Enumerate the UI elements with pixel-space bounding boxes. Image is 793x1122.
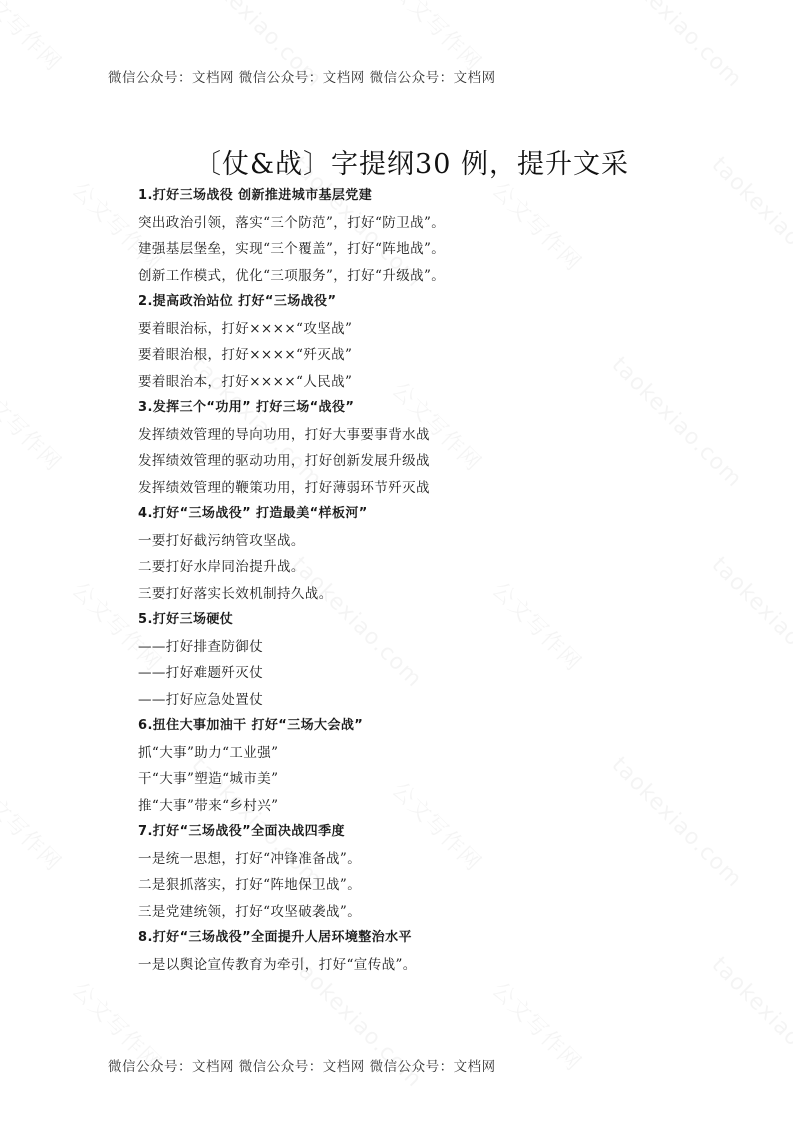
section-heading: 2.提高政治站位 打好“三场战役” [138,294,337,309]
page-header: 微信公众号：文档网 微信公众号：文档网 微信公众号：文档网 [108,70,496,86]
section-heading: 1.打好三场战役 创新推进城市基层党建 [138,188,373,203]
section-heading: 7.打好“三场战役”全面决战四季度 [138,824,345,839]
body-line: 要着眼治标，打好××××“攻坚战” [138,320,353,337]
body-line: 抓“大事”助力“工业强” [138,744,279,761]
body-line: 发挥绩效管理的鞭策功用，打好薄弱环节歼灭战 [138,479,430,496]
section-heading: 5.打好三场硬仗 [138,612,234,627]
body-line: ——打好难题歼灭仗 [138,665,264,681]
body-line: 一是以舆论宣传教育为牵引，打好“宣传战”。 [138,956,417,973]
body-line: 一是统一思想，打好“冲锋准备战”。 [138,850,362,867]
body-line: 二是狠抓落实，打好“阵地保卫战”。 [138,877,362,893]
body-line: 三是党建统领，打好“攻坚破袭战”。 [138,903,362,920]
body-line: 一要打好截污纳管攻坚战。 [138,532,305,549]
body-line: 突出政治引领，落实“三个防范”，打好“防卫战”。 [138,214,446,231]
watermark-text [707,552,793,692]
body-line: 发挥绩效管理的驱动功用，打好创新发展升级战 [138,453,430,469]
body-line: 三要打好落实长效机制持久战。 [138,585,333,602]
section-heading: 6.扭住大事加油干 打好“三场大会战” [138,718,364,733]
watermark-text [607,0,747,93]
section-heading: 4.打好“三场战役” 打造最美“样板河” [138,506,368,521]
watermark-text [0,774,69,877]
body-line: 要着眼治本，打好××××“人民战” [138,373,353,390]
document-title: 〔仗&战〕字提纲30 例，提升文采 [194,149,629,180]
body-line: 发挥绩效管理的导向功用，打好大事要事背水战 [138,426,430,443]
body-line: 创新工作模式，优化“三项服务”，打好“升级战”。 [138,267,446,284]
watermark-text [707,952,793,1092]
section-heading: 3.发挥三个“功用” 打好三场“战役” [138,400,355,415]
body-line: 二要打好水岸同治提升战。 [138,559,305,575]
body-line: 干“大事”塑造“城市美” [138,771,279,787]
body-line: 建强基层堡垒，实现“三个覆盖”，打好“阵地战”。 [138,241,446,257]
watermark-text [486,974,589,1077]
section-heading: 8.打好“三场战役”全面提升人居环境整治水平 [138,930,412,945]
watermark-text [0,374,69,477]
body-line: 推“大事”带来“乡村兴” [138,797,279,814]
page-footer: 微信公众号：文档网 微信公众号：文档网 微信公众号：文档网 [108,1059,496,1075]
watermark-text [0,0,69,77]
document-body [138,183,698,978]
body-line: 要着眼治根，打好××××“歼灭战” [138,347,353,363]
body-line: ——打好排查防御仗 [138,638,264,655]
body-line: ——打好应急处置仗 [138,691,264,708]
